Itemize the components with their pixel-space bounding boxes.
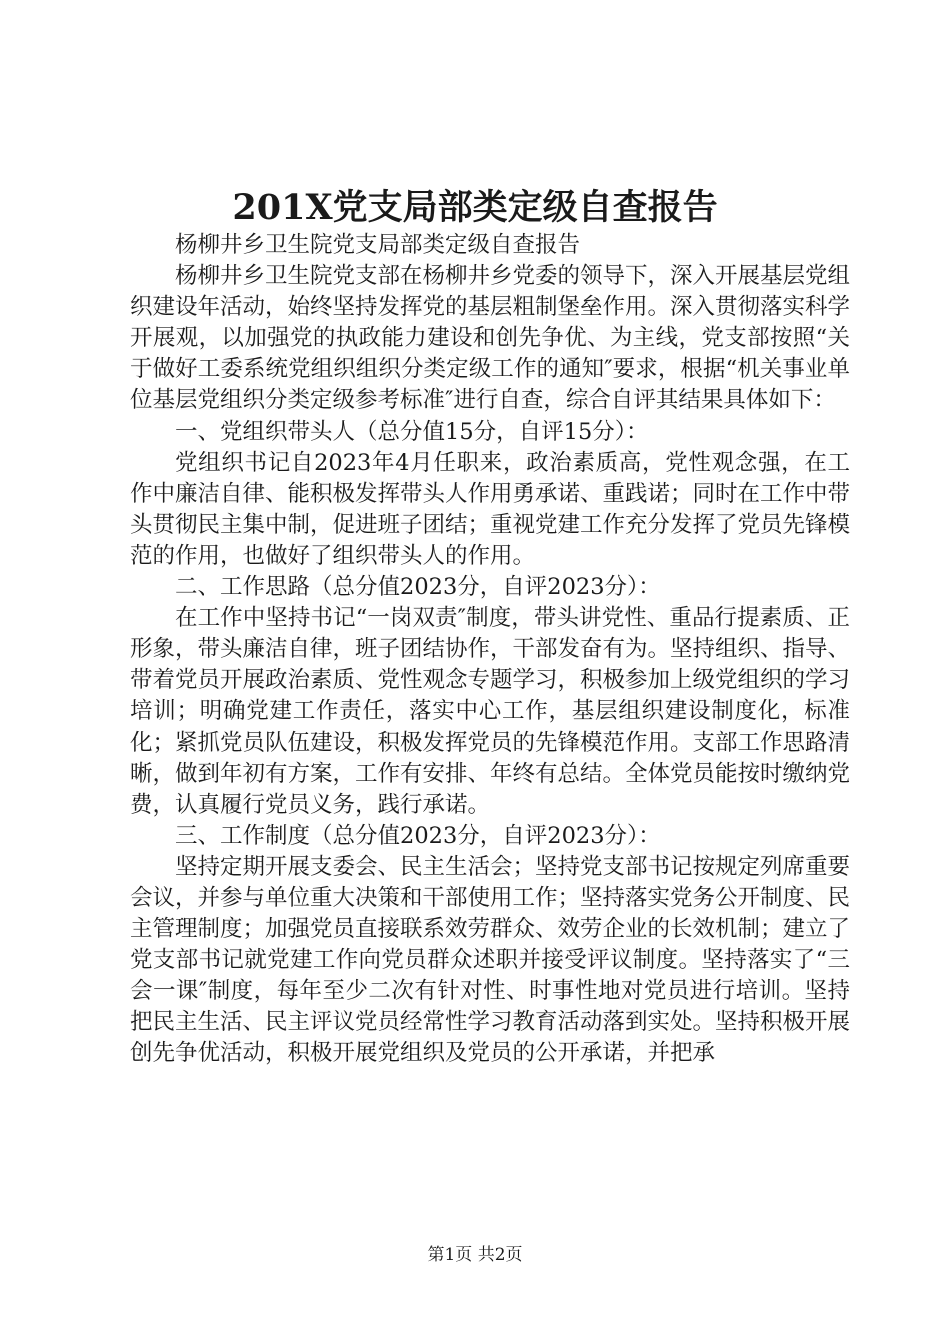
paragraph-section-1: 党组织书记自2023年4月任职来，政治素质高，党性观念强，在工作中廉洁自律、能积极发挥带头人作用勇承诺、重践诺；同时在工作中带头贯彻民主集中制，促进班子团结；重视党建工作充分发挥了党员先锋模范的作用，也做好了组织带头人的作用。 — [130, 449, 851, 569]
paragraph-section-2: 在工作中坚持书记“一岗双责″制度，带头讲党性、重品行提素质、正形象，带头廉洁自律，班子团结协作，干部发奋有为。坚持组织、指导、带着党员开展政治素质、党性观念专题学习，积极参加上级党组织的学习培训；明确党建工作责任，落实中心工作，基层组织建设制度化，标准化；紧抓党员队伍建设，积极发挥党员的先锋模范作用。支部工作思路清晰，做到年初有方案，工作有安排、年终有总结。全体党员能按时缴纳党费，认真履行党员义务，践行承诺。 — [130, 605, 851, 818]
section-heading-2: 二、工作思路（总分值2023分，自评2023分）： — [175, 574, 661, 601]
paragraph-intro: 杨柳井乡卫生院党支部在杨柳井乡党委的领导下，深入开展基层党组织建设年活动，始终坚持发挥党的基层粗制堡垒作用。深入贯彻落实科学开展观，以加强党的执政能力建设和创先争优、为主线，党支部按照“关于做好工委系统党组织组织分类定级工作的通知″要求，根据“机关事业单位基层党组织分类定级参考标准″进行自查，综合自评其结果具体如下： — [130, 263, 851, 414]
section-heading-1: 一、党组织带头人（总分值15分，自评15分）： — [175, 418, 649, 445]
section-heading-3: 三、工作制度（总分值2023分，自评2023分）： — [175, 822, 661, 849]
paragraph-subtitle: 杨柳井乡卫生院党支局部类定级自查报告 — [175, 232, 581, 258]
document-body — [130, 230, 850, 1070]
paragraph-section-3: 坚持定期开展支委会、民主生活会；坚持党支部书记按规定列席重要会议，并参与单位重大决策和干部使用工作；坚持落实党务公开制度、民主管理制度；加强党员直接联系效劳群众、效劳企业的长效机制；建立了党支部书记就党建工作向党员群众述职并接受评议制度。坚持落实了“三会一课″制度，每年至少二次有针对性、时事性地对党员进行培训。坚持把民主生活、民主评议党员经常性学习教育活动落到实处。坚持积极开展创先争优活动，积极开展党组织及党员的公开承诺，并把承 — [130, 853, 851, 1067]
document-title: 201X党支局部类定级自查报告 — [232, 187, 718, 228]
page-footer: 第1页 共2页 — [427, 1245, 523, 1265]
